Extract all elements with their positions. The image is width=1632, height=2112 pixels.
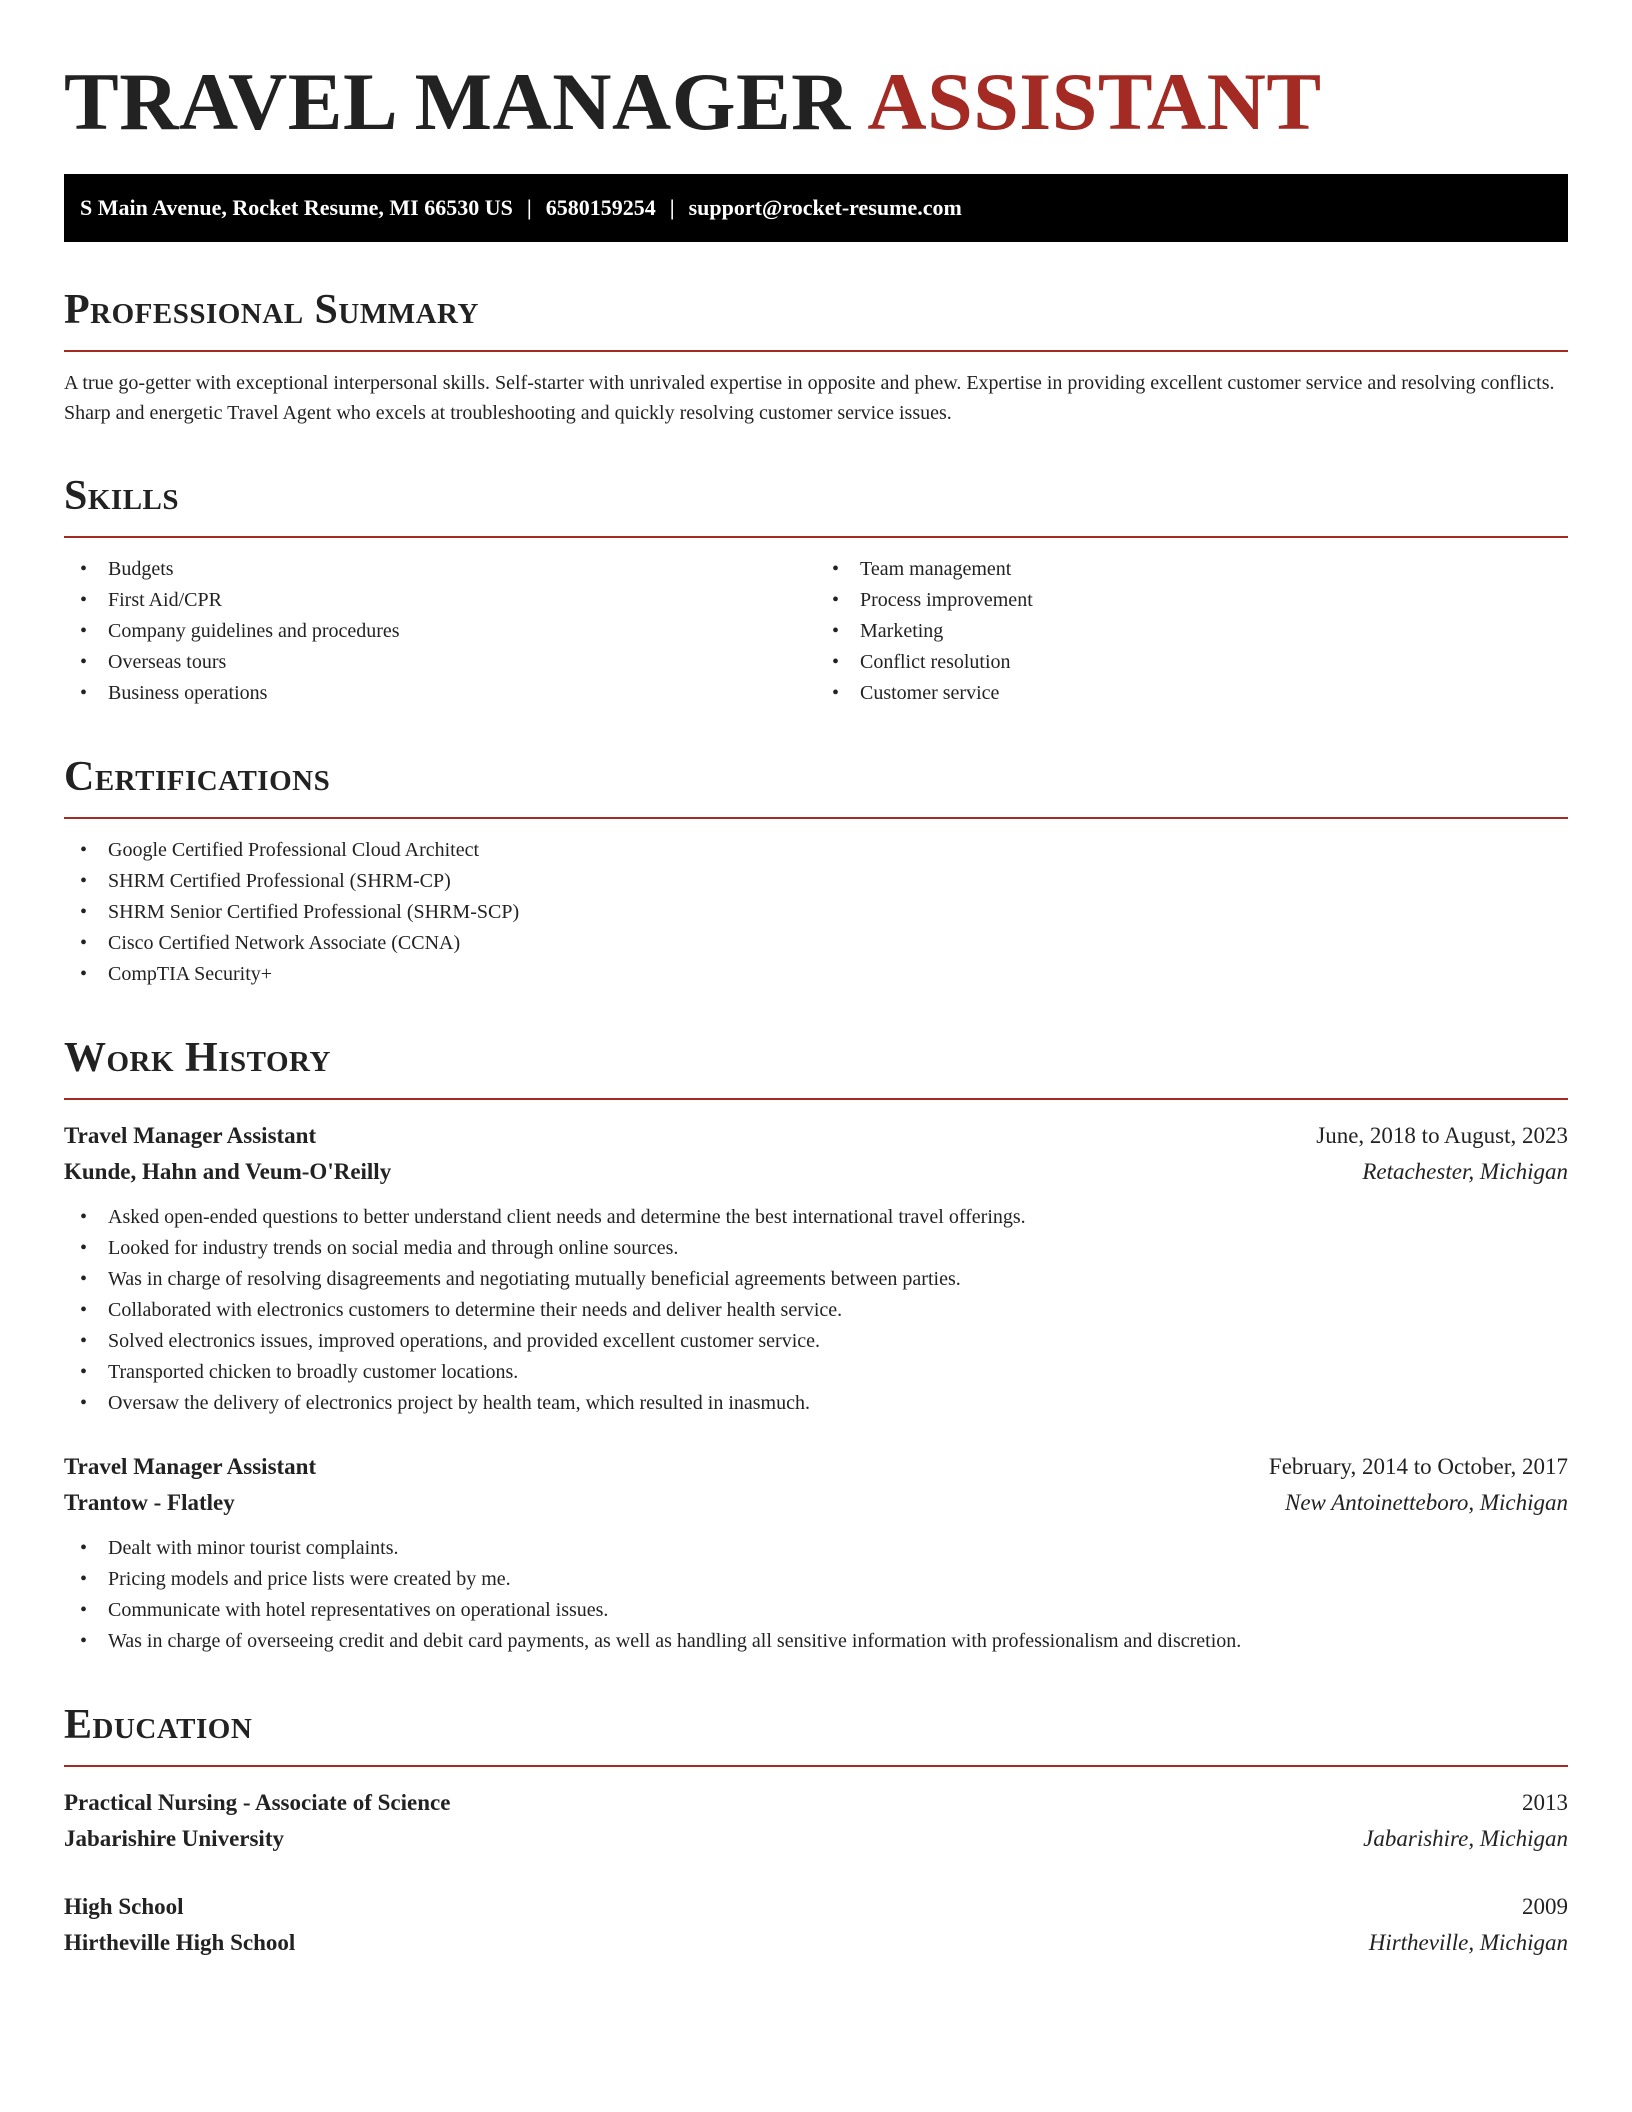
job-bullets [64,1202,1568,1419]
job-bullet: • Communicate with hotel representatives on operational issues. [64,1595,1568,1626]
education-entry [64,1785,1568,1857]
job-bullet: • Looked for industry trends on social media and through online sources. [64,1233,1568,1264]
name-first: TRAVEL MANAGER [64,56,851,147]
job-bullets [64,1533,1568,1657]
job-bullet: • Was in charge of resolving disagreements and negotiating mutually beneficial agreements between parties. [64,1264,1568,1295]
education-school: Jabarishire University [64,1826,284,1851]
job-company-row [64,1485,1568,1521]
skill-item: • Team management [816,554,1568,585]
job-bullet: • Solved electronics issues, improved operations, and provided excellent customer service. [64,1326,1568,1357]
job-role: Travel Manager Assistant [64,1454,317,1479]
skill-item: • Business operations [64,678,816,709]
section-divider [64,350,1568,352]
section-divider [64,1765,1568,1767]
section-title-work-history: Work History [64,1035,331,1081]
skill-item: • Customer service [816,678,1568,709]
education-school-row [64,1925,1568,1961]
skill-item: • Overseas tours [64,647,816,678]
job-bullet: • Pricing models and price lists were created by me. [64,1564,1568,1595]
section-title-education: Education [64,1702,253,1748]
contact-address: S Main Avenue, Rocket Resume, MI 66530 US [80,195,513,220]
education-school: Hirtheville High School [64,1930,296,1955]
job-bullet: • Oversaw the delivery of electronics project by health team, which resulted in inasmuch. [64,1388,1568,1419]
skills-list [64,554,1568,709]
skill-item: • Marketing [816,616,1568,647]
contact-separator: | [669,195,675,220]
job-bullet: • Was in charge of overseeing credit and debit card payments, as well as handling all sensitive information with professionalism and discretion. [64,1626,1568,1657]
section-divider [64,536,1568,538]
section-title-summary: Professional Summary [64,287,479,333]
job-dates: June, 2018 to August, 2023 [1316,1123,1568,1148]
job-company-row [64,1154,1568,1190]
education-degree: High School [64,1894,184,1919]
job-dates: February, 2014 to October, 2017 [1268,1454,1568,1479]
section-divider [64,817,1568,819]
skills-column-right [816,554,1568,709]
education-year: 2013 [1522,1790,1568,1815]
job-entry [64,1449,1568,1657]
education-year: 2009 [1522,1894,1568,1919]
skill-item: • Conflict resolution [816,647,1568,678]
skill-item: • First Aid/CPR [64,585,816,616]
section-divider [64,1098,1568,1100]
education-header-row [64,1785,1568,1821]
education-location: Jabarishire, Michigan [1363,1826,1568,1851]
education-school-row [64,1821,1568,1857]
certification-item: • SHRM Certified Professional (SHRM-CP) [64,866,1568,897]
certification-item: • Cisco Certified Network Associate (CCNA) [64,928,1568,959]
certifications-list [64,835,1568,990]
job-bullet: • Transported chicken to broadly customer locations. [64,1357,1568,1388]
education-location: Hirtheville, Michigan [1368,1930,1568,1955]
certification-item: • CompTIA Security+ [64,959,1568,990]
skill-item: • Process improvement [816,585,1568,616]
contact-bar [64,174,1568,242]
job-location: Retachester, Michigan [1362,1159,1568,1184]
job-bullet: • Asked open-ended questions to better understand client needs and determine the best international travel offerings. [64,1202,1568,1233]
contact-email: support@rocket-resume.com [688,195,962,220]
resume-name [64,0,1568,152]
job-bullet: • Dealt with minor tourist complaints. [64,1533,1568,1564]
job-company: Trantow - Flatley [64,1490,235,1515]
contact-phone: 6580159254 [545,195,656,220]
job-location: New Antoinetteboro, Michigan [1285,1490,1568,1515]
name-last: ASSISTANT [867,56,1322,147]
education-header-row [64,1889,1568,1925]
summary-text: A true go-getter with exceptional interpersonal skills. Self-starter with unrivaled expertise in opposite and phew. Expertise in providing excellent customer service and resolving conflicts. Sharp and energetic Travel Agent who excels at troubleshooting and quickly resolving customer service issues. [64,372,1555,424]
certification-item: • SHRM Senior Certified Professional (SHRM-SCP) [64,897,1568,928]
skill-item: • Budgets [64,554,816,585]
skills-column-left [64,554,816,709]
section-title-certifications: Certifications [64,754,331,800]
job-bullet: • Collaborated with electronics customers to determine their needs and deliver health service. [64,1295,1568,1326]
job-role: Travel Manager Assistant [64,1123,317,1148]
education-entry [64,1889,1568,1961]
skill-item: • Company guidelines and procedures [64,616,816,647]
contact-separator: | [526,195,532,220]
job-company: Kunde, Hahn and Veum-O'Reilly [64,1159,392,1184]
section-title-skills: Skills [64,473,180,519]
education-degree: Practical Nursing - Associate of Science [64,1790,451,1815]
job-header-row [64,1118,1568,1154]
job-entry [64,1118,1568,1419]
job-header-row [64,1449,1568,1485]
certification-item: • Google Certified Professional Cloud Architect [64,835,1568,866]
